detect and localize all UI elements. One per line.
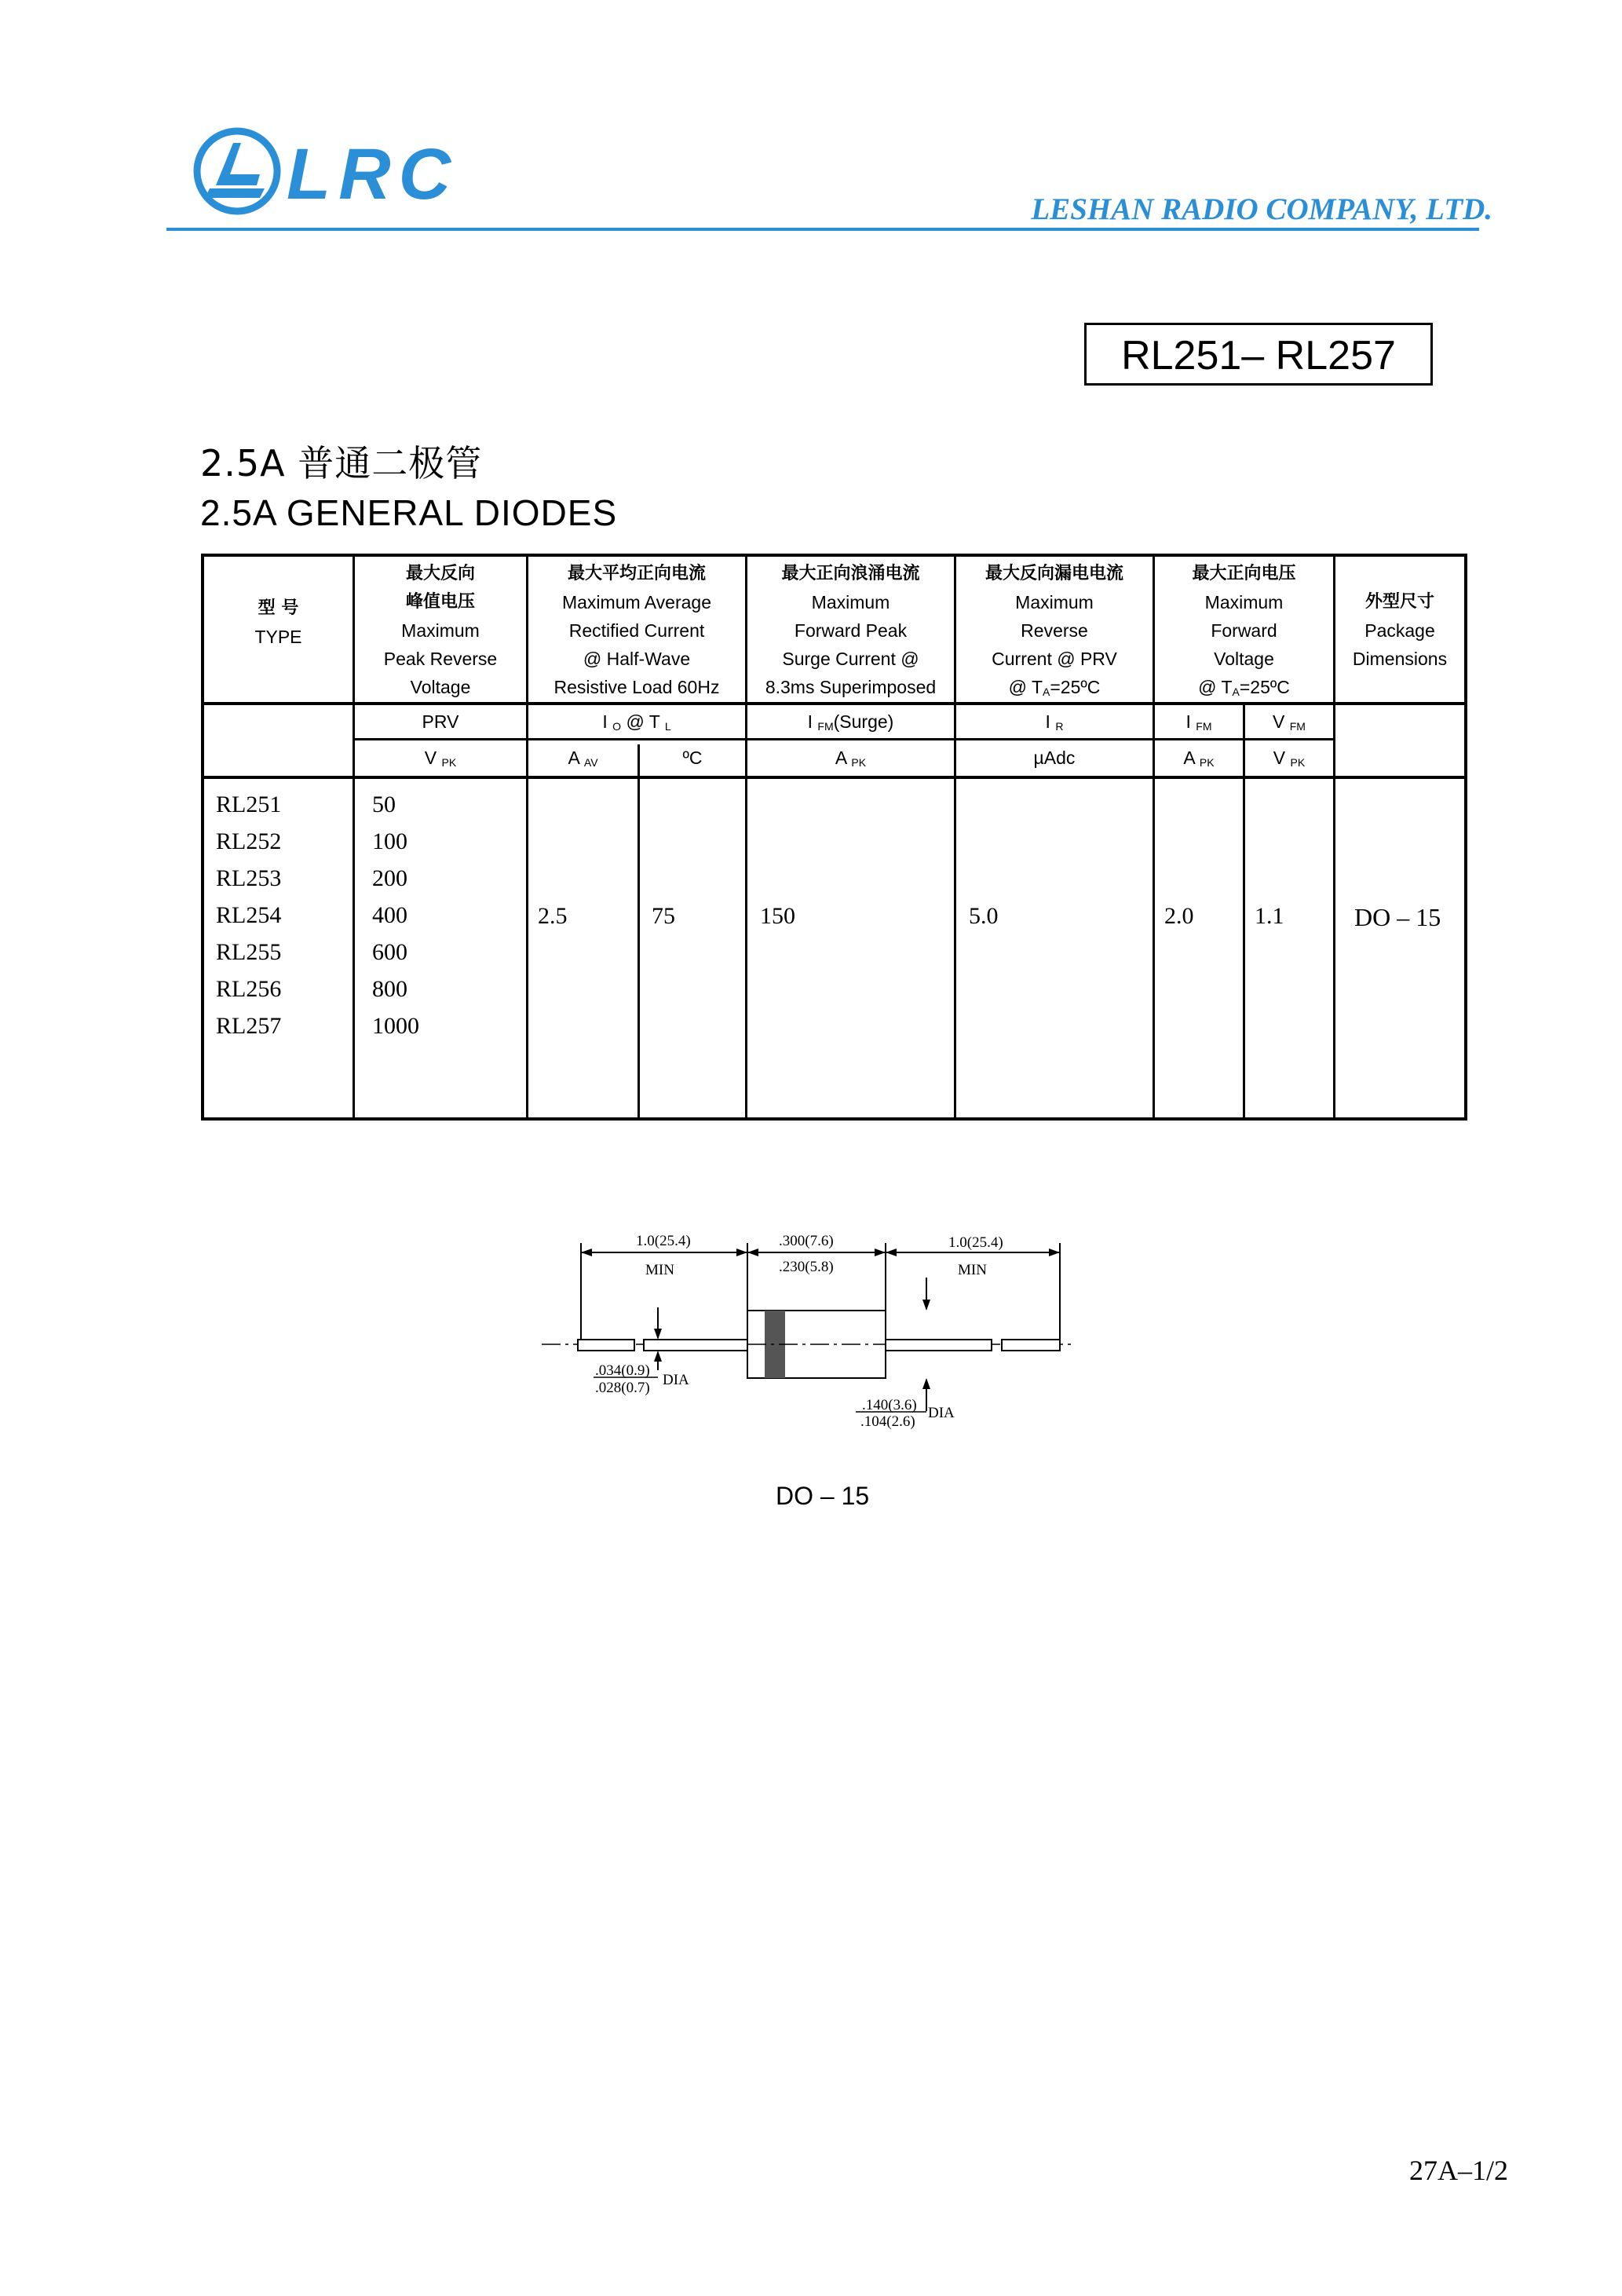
unit-degc: ºC [682, 748, 703, 768]
header-io-cn: 最大平均正向电流 [567, 564, 706, 583]
header-ifm-line: Maximum [811, 592, 890, 612]
prv-value: 100 [372, 828, 407, 854]
header-prv [355, 560, 526, 701]
logo-text: LRC [287, 134, 459, 214]
header-io-line: Resistive Load 60Hz [553, 677, 720, 697]
dim-body-length-max: .300(7.6) [779, 1233, 834, 1249]
dim-body-dia-max: .140(3.6) [862, 1397, 917, 1413]
vf-value: 1.1 [1255, 903, 1284, 929]
header-ir-line: Maximum [1015, 592, 1094, 612]
dim-lead-min: MIN [645, 1262, 674, 1278]
prv-value: 600 [372, 939, 407, 965]
unit-vpk: V $_{PK}$ [424, 748, 457, 769]
symbol-ifm: I $_{FM}$(Surge) [807, 711, 894, 733]
prv-value: 200 [372, 865, 407, 891]
lrc-logo [192, 126, 475, 220]
header-prv-line: Maximum [401, 620, 480, 641]
header-ifm [747, 560, 954, 701]
header-vf-cn: 最大正向电压 [1192, 564, 1296, 583]
header-ir-condition: @ $T_A=25ºC$ [1008, 677, 1101, 698]
dim-body-dia-label: DIA [928, 1405, 955, 1421]
header-vf-line: Maximum [1204, 592, 1284, 612]
package-value: DO – 15 [1354, 903, 1441, 931]
header-ifm-cn: 最大正向浪涌电流 [781, 564, 920, 583]
dim-lead-min-right: MIN [958, 1262, 987, 1278]
header-type-cn: 型 号 [258, 598, 299, 618]
prv-value: 50 [372, 792, 396, 817]
prv-value: 1000 [372, 1013, 419, 1039]
dim-lead-dia-min: .028(0.7) [595, 1380, 650, 1396]
header-type-en: TYPE [254, 627, 302, 647]
header-ir-cn: 最大反向漏电电流 [985, 564, 1123, 583]
dim-lead-length: 1.0(25.4) [636, 1233, 691, 1249]
header-pkg-line: Dimensions [1352, 649, 1448, 669]
dim-lead-dia-label: DIA [663, 1372, 689, 1388]
header-prv-line: Peak Reverse [383, 649, 498, 669]
type-item: RL252 [216, 828, 282, 854]
unit-apk: A $_{PK}$ [835, 748, 867, 769]
unit-vpk-2: V $_{PK}$ [1273, 748, 1306, 769]
symbol-ifm-test: I $_{FM}$ [1185, 711, 1212, 733]
symbol-io: I $_O$ @ T $_L$ [602, 711, 671, 733]
header-prv-line: Voltage [410, 677, 471, 697]
header-pkg-cn: 外型尺寸 [1364, 592, 1434, 612]
header-io-line: @ Half-Wave [583, 649, 691, 669]
type-item: RL254 [216, 902, 282, 928]
company-name: LESHAN RADIO COMPANY, LTD. [1031, 192, 1492, 226]
col-divider [637, 744, 640, 1117]
part-number-range: RL251– RL257 [1084, 323, 1433, 386]
tl-value: 75 [652, 903, 675, 929]
header-ir-line: Reverse [1021, 620, 1088, 641]
header-divider [166, 228, 1479, 231]
header-ir [956, 560, 1153, 706]
header-ifm-line: 8.3ms Superimposed [765, 677, 937, 697]
header-ifm-line: Surge Current @ [782, 649, 919, 669]
type-item: RL251 [216, 792, 282, 817]
header-vf [1155, 560, 1333, 706]
io-value: 2.5 [538, 903, 568, 929]
ifm-value: 150 [760, 903, 795, 929]
dim-body-dia-min: .104(2.6) [860, 1413, 915, 1430]
do15-package-outline [542, 1221, 1076, 1441]
unit-aav: A $_{AV}$ [568, 748, 598, 769]
unit-apk-2: A $_{PK}$ [1183, 748, 1215, 769]
title-english: 2.5A GENERAL DIODES [200, 492, 618, 533]
header-ifm-line: Forward Peak [794, 620, 908, 641]
type-list [216, 786, 281, 1044]
dim-body-length-min: .230(5.8) [779, 1259, 834, 1275]
header-vf-line: Forward [1211, 620, 1277, 641]
type-item: RL257 [216, 1013, 282, 1039]
type-item: RL253 [216, 865, 282, 891]
header-ir-line: Current @ PRV [992, 649, 1117, 669]
header-prv-cn2: 峰值电压 [405, 592, 475, 612]
prv-value: 400 [372, 902, 407, 928]
header-vf-condition: @ $T_A=25ºC$ [1198, 677, 1290, 698]
symbol-vfm: V $_{FM}$ [1273, 711, 1306, 733]
page-number: 27A–1/2 [1409, 2155, 1508, 2186]
header-io-line: Maximum Average [561, 592, 712, 612]
dim-lead-dia-max: .034(0.9) [595, 1362, 650, 1379]
header-type [204, 594, 353, 651]
header-prv-cn: 最大反向 [405, 564, 475, 583]
symbol-prv: PRV [422, 711, 459, 732]
dim-lead-length-right: 1.0(25.4) [948, 1234, 1003, 1251]
unit-uadc: µAdc [1033, 748, 1076, 768]
if-test-value: 2.0 [1164, 903, 1194, 929]
type-item: RL256 [216, 976, 282, 1002]
diagram-caption: DO – 15 [776, 1482, 870, 1510]
header-vf-line: Voltage [1214, 649, 1274, 669]
header-pkg-line: Package [1364, 620, 1435, 641]
prv-list [372, 786, 419, 1044]
type-item: RL255 [216, 939, 282, 965]
title-chinese: 2.5A 普通二极管 [200, 442, 483, 484]
spec-table [201, 554, 1467, 1121]
prv-value: 800 [372, 976, 407, 1002]
ir-value: 5.0 [969, 903, 999, 929]
header-io-line: Rectified Current [568, 620, 705, 641]
symbol-ir: I $_R$ [1045, 711, 1064, 733]
header-io [528, 560, 745, 701]
header-pkg [1335, 588, 1464, 673]
